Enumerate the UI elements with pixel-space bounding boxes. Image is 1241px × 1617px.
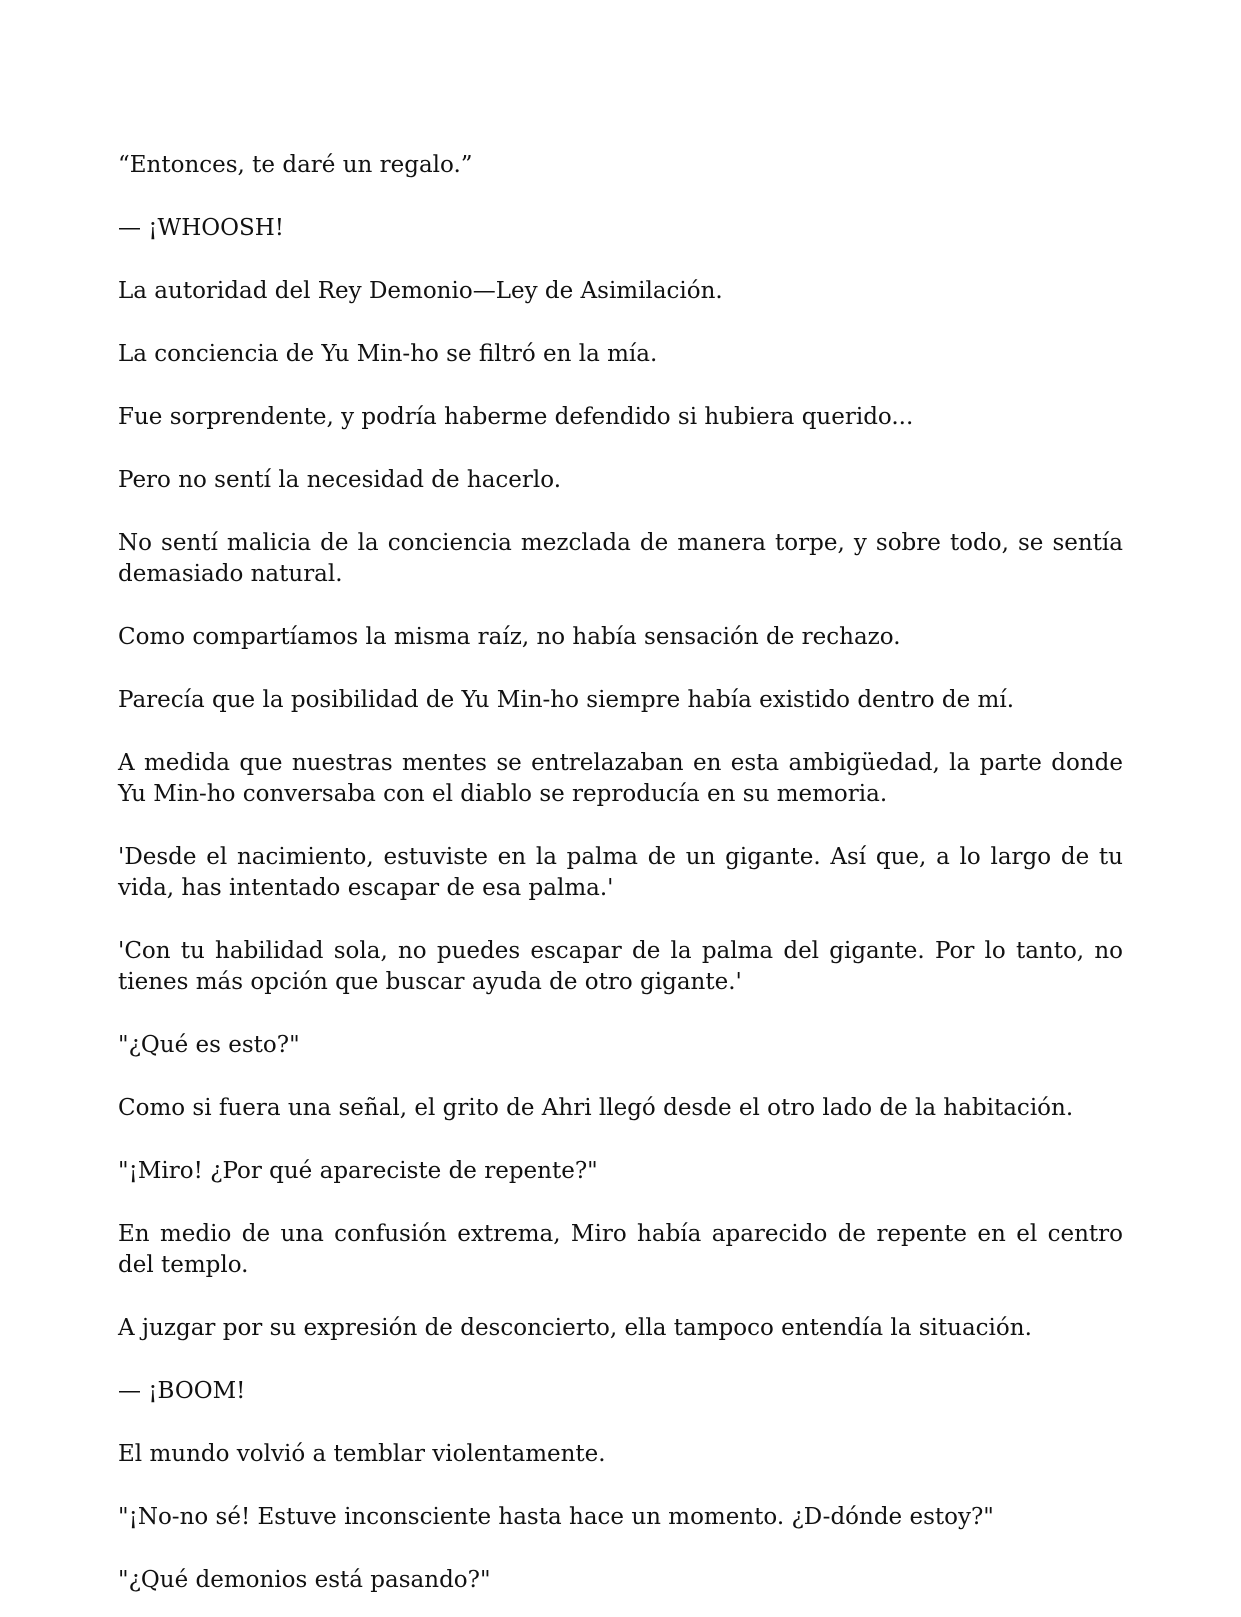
paragraph-5: Fue sorprendente, y podría haberme defendido si hubiera querido... — [118, 404, 914, 430]
paragraph-1: “Entonces, te daré un regalo.” — [118, 152, 473, 178]
paragraph-20: "¡No-no sé! Estuve inconsciente hasta hace un momento. ¿D-dónde estoy?" — [118, 1504, 994, 1530]
paragraph-3: La autoridad del Rey Demonio—Ley de Asimilación. — [118, 278, 723, 304]
paragraph-4: La conciencia de Yu Min-ho se filtró en la mía. — [118, 341, 658, 367]
paragraph-11: 'Desde el nacimiento, estuviste en la palma de un gigante. Así que, a lo largo de tu vida, has intentado escapar de esa palma.' — [118, 844, 1123, 901]
paragraph-13: "¿Qué es esto?" — [118, 1032, 300, 1058]
paragraph-6: Pero no sentí la necesidad de hacerlo. — [118, 467, 562, 493]
paragraph-19: El mundo volvió a temblar violentamente. — [118, 1441, 606, 1467]
paragraph-2: — ¡WHOOSH! — [118, 215, 285, 241]
paragraph-18: — ¡BOOM! — [118, 1378, 246, 1404]
paragraph-14: Como si fuera una señal, el grito de Ahri llegó desde el otro lado de la habitación. — [118, 1095, 1074, 1121]
paragraph-10: A medida que nuestras mentes se entrelazaban en esta ambigüedad, la parte donde Yu Min-ho conversaba con el diablo se reproducía en su memoria. — [118, 750, 1123, 807]
paragraph-15: "¡Miro! ¿Por qué apareciste de repente?" — [118, 1158, 598, 1184]
paragraph-9: Parecía que la posibilidad de Yu Min-ho siempre había existido dentro de mí. — [118, 687, 1015, 713]
paragraph-16: En medio de una confusión extrema, Miro había aparecido de repente en el centro del templo. — [118, 1221, 1123, 1278]
paragraph-7: No sentí malicia de la conciencia mezclada de manera torpe, y sobre todo, se sentía demasiado natural. — [118, 530, 1123, 587]
paragraph-12: 'Con tu habilidad sola, no puedes escapar de la palma del gigante. Por lo tanto, no tienes más opción que buscar ayuda de otro gigante.' — [118, 938, 1123, 995]
paragraph-8: Como compartíamos la misma raíz, no había sensación de rechazo. — [118, 624, 901, 650]
paragraph-17: A juzgar por su expresión de desconcierto, ella tampoco entendía la situación. — [118, 1315, 1032, 1341]
paragraph-21: "¿Qué demonios está pasando?" — [118, 1567, 491, 1593]
